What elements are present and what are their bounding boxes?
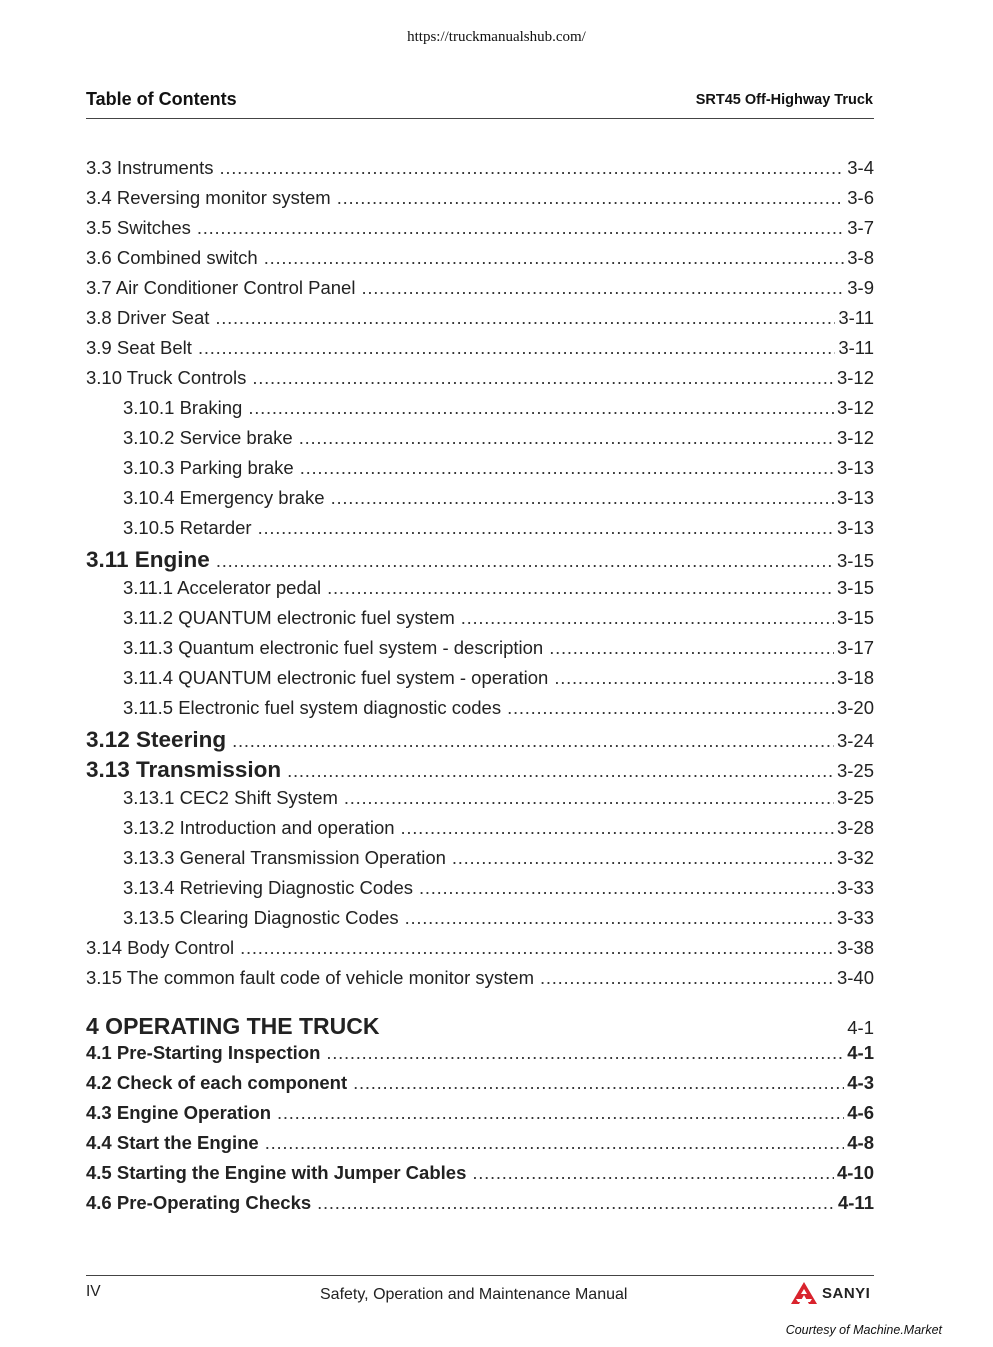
toc-dot-leader (197, 217, 844, 239)
toc-dot-leader (554, 667, 834, 689)
toc-dot-leader (507, 697, 834, 719)
toc-entry-page: 3-38 (836, 937, 874, 958)
toc-entry-title: 3.10.2 Service brake (123, 427, 293, 448)
toc-entry[interactable] (86, 187, 874, 217)
toc-dot-leader (240, 937, 834, 959)
toc-entry[interactable] (86, 487, 874, 517)
toc-entry-title: 3.11.4 QUANTUM electronic fuel system - operation (123, 667, 549, 688)
toc-entry-page: 3-18 (836, 667, 874, 688)
toc-entry-page: 3-6 (847, 187, 874, 208)
toc-dot-leader (220, 157, 845, 179)
toc-entry[interactable] (86, 637, 874, 667)
toc-entry-title: 3.13 Transmission (86, 757, 282, 782)
toc-entry[interactable] (86, 427, 874, 457)
toc-entry-page: 3-8 (847, 247, 874, 268)
toc-entry-title: 3.13.4 Retrieving Diagnostic Codes (123, 877, 413, 898)
toc-entry-page: 3-24 (836, 730, 874, 751)
toc-dot-leader (215, 307, 835, 329)
header-document-name: SRT45 Off-Highway Truck (695, 92, 873, 108)
toc-entry[interactable] (86, 397, 874, 427)
toc-entry-title: 4 OPERATING THE TRUCK (86, 1013, 380, 1039)
toc-dot-leader (353, 1072, 844, 1094)
toc-entry[interactable] (86, 1042, 874, 1072)
toc-entry[interactable] (86, 367, 874, 397)
toc-entry[interactable] (86, 667, 874, 697)
toc-entry-page: 3-20 (836, 697, 874, 718)
toc-entry[interactable] (86, 907, 874, 937)
sanyi-logo (790, 1281, 870, 1305)
toc-entry-page: 4-8 (847, 1132, 874, 1153)
toc-entry-page: 3-32 (836, 847, 874, 868)
toc-entry-title: 3.13.1 CEC2 Shift System (123, 787, 338, 808)
toc-dot-leader (258, 517, 834, 539)
toc-entry[interactable] (86, 967, 874, 997)
toc-entry-page: 3-9 (847, 277, 874, 298)
toc-dot-leader (248, 397, 834, 419)
toc-dot-leader (300, 457, 834, 479)
toc-entry-page: 4-1 (847, 1042, 874, 1063)
toc-dot-leader (452, 847, 834, 869)
toc-entry-title: 4.3 Engine Operation (86, 1102, 272, 1123)
toc-entry[interactable] (86, 1132, 874, 1162)
toc-entry-page: 3-12 (836, 367, 874, 388)
toc-dot-leader (405, 907, 834, 929)
toc-entry[interactable] (86, 517, 874, 547)
toc-entry[interactable] (86, 577, 874, 607)
toc-entry[interactable] (86, 1192, 874, 1222)
toc-entry[interactable] (86, 1162, 874, 1192)
toc-entry-title: 3.13.2 Introduction and operation (123, 817, 395, 838)
toc-entry[interactable] (86, 457, 874, 487)
toc-dot-leader (299, 427, 834, 449)
toc-entry[interactable] (86, 307, 874, 337)
header-divider (86, 118, 874, 119)
toc-dot-leader (265, 1132, 845, 1154)
toc-entry-title: 4.6 Pre-Operating Checks (86, 1192, 312, 1213)
toc-entry[interactable] (86, 337, 874, 367)
toc-entry-title: 3.14 Body Control (86, 937, 235, 958)
toc-entry[interactable] (86, 817, 874, 847)
source-url: https://truckmanualshub.com/ (407, 29, 586, 45)
toc-entry-title: 3.10.4 Emergency brake (123, 487, 325, 508)
toc-entry-title: 4.2 Check of each component (86, 1072, 348, 1093)
toc-entry-title: 3.3 Instruments (86, 157, 214, 178)
toc-entry[interactable] (86, 217, 874, 247)
toc-entry-title: 3.7 Air Conditioner Control Panel (86, 277, 356, 298)
toc-entry-title: 3.13.5 Clearing Diagnostic Codes (123, 907, 399, 928)
toc-entry-page: 4-6 (847, 1102, 874, 1123)
toc-dot-leader (472, 1162, 834, 1184)
toc-dot-leader (287, 760, 834, 782)
toc-entry-page: 4-10 (836, 1162, 874, 1183)
toc-entry[interactable] (86, 247, 874, 277)
toc-entry-title: 3.8 Driver Seat (86, 307, 210, 328)
toc-dot-leader (327, 577, 834, 599)
toc-entry[interactable] (86, 937, 874, 967)
toc-entry[interactable] (86, 1013, 874, 1042)
toc-entry-title: 3.11.2 QUANTUM electronic fuel system (123, 607, 455, 628)
toc-entry-title: 4.5 Starting the Engine with Jumper Cables (86, 1162, 467, 1183)
toc-entry[interactable] (86, 847, 874, 877)
toc-entry-title: 3.10 Truck Controls (86, 367, 247, 388)
toc-dot-leader (549, 637, 834, 659)
toc-entry-page: 3-17 (836, 637, 874, 658)
toc-dot-leader (252, 367, 834, 389)
toc-dot-leader (317, 1192, 835, 1214)
toc-dot-leader (277, 1102, 844, 1124)
footer-page-number: IV (86, 1283, 101, 1300)
toc-entry-title: 3.4 Reversing monitor system (86, 187, 331, 208)
toc-entry-page: 4-1 (847, 1017, 874, 1038)
toc-entry-title: 3.10.3 Parking brake (123, 457, 294, 478)
toc-entry-page: 3-15 (836, 577, 874, 598)
toc-entry-title: 3.5 Switches (86, 217, 191, 238)
toc-dot-leader (461, 607, 834, 629)
toc-entry-page: 3-40 (836, 967, 874, 988)
toc-entry[interactable] (86, 547, 874, 577)
toc-dot-leader (419, 877, 834, 899)
toc-entry-title: 3.6 Combined switch (86, 247, 258, 268)
toc-entry-title: 3.12 Steering (86, 727, 227, 752)
toc-dot-leader (216, 550, 834, 572)
toc-dot-leader (540, 967, 834, 989)
toc-dot-leader (331, 487, 834, 509)
toc-entry-page: 3-15 (836, 607, 874, 628)
toc-entry-page: 3-13 (836, 457, 874, 478)
table-of-contents (86, 157, 874, 1222)
toc-entry[interactable] (86, 757, 874, 787)
toc-entry[interactable] (86, 1102, 874, 1132)
toc-entry-page: 3-12 (836, 397, 874, 418)
footer-divider (86, 1275, 874, 1276)
toc-entry-title: 3.11.1 Accelerator pedal (123, 577, 322, 598)
toc-dot-leader (326, 1042, 844, 1064)
toc-entry-page: 4-3 (847, 1072, 874, 1093)
toc-entry-title: 3.10.5 Retarder (123, 517, 252, 538)
toc-entry[interactable] (86, 877, 874, 907)
toc-entry-page: 3-11 (838, 337, 874, 358)
toc-entry[interactable] (86, 157, 874, 187)
toc-dot-leader (232, 730, 834, 752)
footer-manual-title: Safety, Operation and Maintenance Manual (320, 1286, 628, 1303)
toc-dot-leader (337, 187, 845, 209)
toc-entry-title: 3.11.3 Quantum electronic fuel system - description (123, 637, 544, 658)
toc-entry-title: 3.13.3 General Transmission Operation (123, 847, 446, 868)
toc-entry-page: 3-33 (836, 907, 874, 928)
toc-dot-leader (264, 247, 845, 269)
toc-entry[interactable] (86, 697, 874, 727)
toc-entry[interactable] (86, 607, 874, 637)
toc-entry-title: 3.11.5 Electronic fuel system diagnostic codes (123, 697, 502, 718)
toc-entry[interactable] (86, 727, 874, 757)
toc-entry[interactable] (86, 1072, 874, 1102)
toc-entry-title: 3.9 Seat Belt (86, 337, 192, 358)
toc-entry-page: 3-33 (836, 877, 874, 898)
toc-entry-page: 3-13 (836, 487, 874, 508)
toc-entry-title: 3.15 The common fault code of vehicle monitor system (86, 967, 534, 988)
header-title: Table of Contents (86, 89, 237, 109)
courtesy-note: Courtesy of Machine.Market (785, 1323, 942, 1337)
toc-entry[interactable] (86, 277, 874, 307)
toc-entry-title: 3.11 Engine (86, 547, 210, 572)
toc-entry-page: 3-25 (836, 787, 874, 808)
toc-entry-title: 4.1 Pre-Starting Inspection (86, 1042, 321, 1063)
toc-dot-leader (344, 787, 834, 809)
toc-entry-page: 3-11 (838, 307, 874, 328)
toc-entry-page: 3-7 (847, 217, 874, 238)
toc-dot-leader (198, 337, 835, 359)
toc-entry-page: 3-13 (836, 517, 874, 538)
toc-dot-leader (361, 277, 844, 299)
sanyi-logo-icon (790, 1281, 818, 1305)
sanyi-logo-text: SANYI (822, 1284, 871, 1302)
toc-entry-title: 4.4 Start the Engine (86, 1132, 259, 1153)
toc-entry-title: 3.10.1 Braking (123, 397, 243, 418)
toc-entry-page: 3-28 (836, 817, 874, 838)
toc-entry[interactable] (86, 787, 874, 817)
toc-entry-page: 4-11 (837, 1192, 874, 1213)
toc-entry-page: 3-4 (847, 157, 874, 178)
toc-dot-leader (401, 817, 834, 839)
toc-entry-page: 3-15 (836, 550, 874, 571)
toc-entry-page: 3-25 (836, 760, 874, 781)
toc-entry-page: 3-12 (836, 427, 874, 448)
